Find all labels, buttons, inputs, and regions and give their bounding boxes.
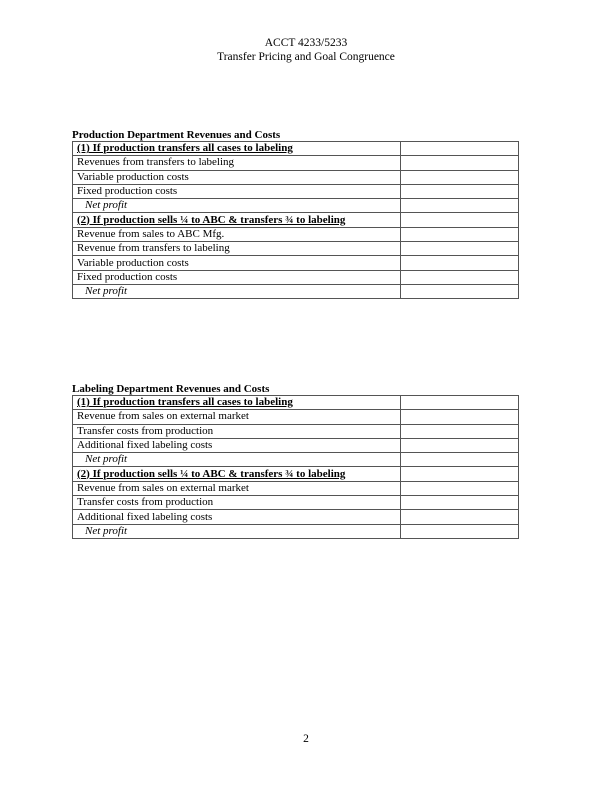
amount-cell — [401, 184, 519, 198]
line-item-label: Variable production costs — [73, 170, 401, 184]
amount-cell — [401, 199, 519, 213]
production-row-item — [73, 170, 519, 184]
production-section-title: Production Department Revenues and Costs — [72, 129, 281, 141]
amount-cell — [401, 256, 519, 270]
net-profit-label: Net profit — [73, 453, 401, 467]
labeling-section — [72, 383, 518, 539]
production-row-item — [73, 256, 519, 270]
amount-cell — [401, 496, 519, 510]
line-item-label: Transfer costs from production — [73, 496, 401, 510]
amount-cell — [401, 510, 519, 524]
line-item-label: Revenue from sales on external market — [73, 410, 401, 424]
labeling-row-item — [73, 424, 519, 438]
amount-cell — [401, 156, 519, 170]
labeling-row-item — [73, 496, 519, 510]
line-item-label: Fixed production costs — [73, 270, 401, 284]
labeling-row-sub — [73, 396, 519, 410]
labeling-row-item — [73, 410, 519, 424]
amount-cell — [401, 410, 519, 424]
scenario-heading: (1) If production transfers all cases to labeling — [73, 142, 401, 156]
production-row-item — [73, 184, 519, 198]
amount-cell — [401, 284, 519, 298]
amount-cell — [401, 481, 519, 495]
line-item-label: Revenues from transfers to labeling — [73, 156, 401, 170]
amount-cell — [401, 142, 519, 156]
labeling-row-item — [73, 481, 519, 495]
line-item-label: Additional fixed labeling costs — [73, 510, 401, 524]
scenario-heading: (1) If production transfers all cases to labeling — [73, 396, 401, 410]
labeling-row-sub — [73, 467, 519, 481]
production-table — [72, 141, 519, 299]
labeling-row-net — [73, 453, 519, 467]
net-profit-label: Net profit — [73, 199, 401, 213]
line-item-label: Revenue from sales to ABC Mfg. — [73, 227, 401, 241]
production-row-net — [73, 199, 519, 213]
production-row-item — [73, 227, 519, 241]
line-item-label: Additional fixed labeling costs — [73, 438, 401, 452]
course-code: ACCT 4233/5233 — [264, 37, 348, 49]
production-row-item — [73, 270, 519, 284]
amount-cell — [401, 213, 519, 227]
labeling-row-item — [73, 438, 519, 452]
amount-cell — [401, 438, 519, 452]
production-row-item — [73, 156, 519, 170]
line-item-label: Revenue from transfers to labeling — [73, 242, 401, 256]
production-row-item — [73, 242, 519, 256]
page-header — [0, 36, 612, 64]
production-row-net — [73, 284, 519, 298]
production-row-sub — [73, 213, 519, 227]
amount-cell — [401, 242, 519, 256]
production-row-sub — [73, 142, 519, 156]
scenario-heading: (2) If production sells ¼ to ABC & transfers ¾ to labeling — [73, 467, 401, 481]
line-item-label: Transfer costs from production — [73, 424, 401, 438]
labeling-section-title: Labeling Department Revenues and Costs — [72, 383, 270, 395]
document-subtitle: Transfer Pricing and Goal Congruence — [217, 51, 395, 63]
production-section — [72, 129, 518, 299]
amount-cell — [401, 524, 519, 538]
scenario-heading: (2) If production sells ¼ to ABC & transfers ¾ to labeling — [73, 213, 401, 227]
amount-cell — [401, 270, 519, 284]
amount-cell — [401, 396, 519, 410]
line-item-label: Revenue from sales on external market — [73, 481, 401, 495]
labeling-row-item — [73, 510, 519, 524]
amount-cell — [401, 453, 519, 467]
amount-cell — [401, 227, 519, 241]
labeling-row-net — [73, 524, 519, 538]
amount-cell — [401, 170, 519, 184]
line-item-label: Fixed production costs — [73, 184, 401, 198]
net-profit-label: Net profit — [73, 524, 401, 538]
net-profit-label: Net profit — [73, 284, 401, 298]
amount-cell — [401, 424, 519, 438]
line-item-label: Variable production costs — [73, 256, 401, 270]
labeling-table — [72, 395, 519, 539]
amount-cell — [401, 467, 519, 481]
page-number: 2 — [303, 733, 309, 745]
